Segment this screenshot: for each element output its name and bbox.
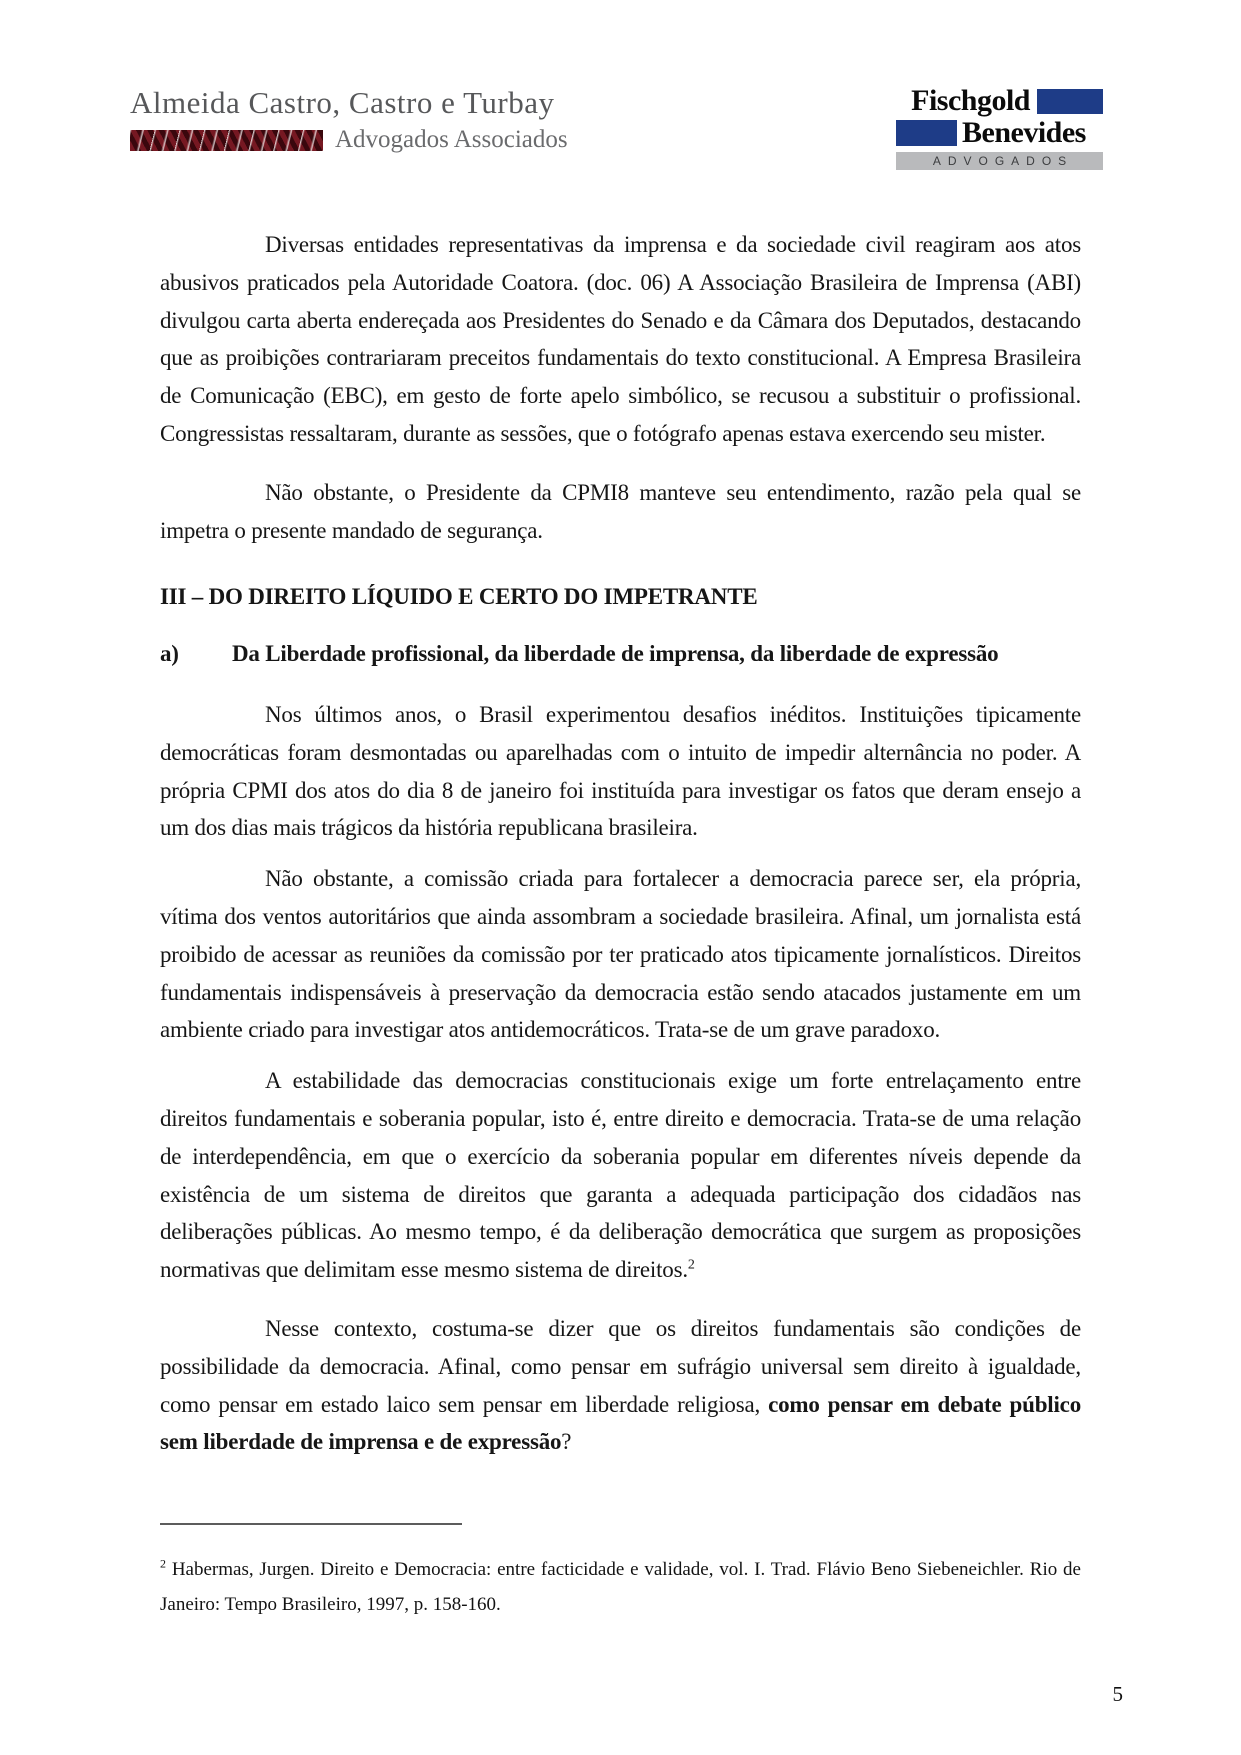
page-number: 5 <box>1112 1682 1123 1706</box>
subsection-heading-liberdade <box>160 635 1081 673</box>
document-body <box>0 226 1241 1461</box>
subsection-title: Da Liberdade profissional, da liberdade de imprensa, da liberdade de expressão <box>232 641 999 667</box>
right-firm-subtitle: ADVOGADOS <box>932 154 1074 168</box>
paragraph-text: A estabilidade das democracias constitucionais exige um forte entrelaçamento entre direitos fundamentais e soberania popular, isto é, entre direito e democracia. Trata-se de uma relação de interdependência, em que o exercício da soberania popular em diferentes níveis depende da existência de um sistema de direitos que garanta a adequada participação dos cidadãos nas deliberações públicas. Ao mesmo tempo, é da deliberação democrática que surgem as proposições normativas que delimitam esse mesmo sistema de direitos. <box>160 1068 1081 1283</box>
right-firm-name-bottom: Benevides <box>962 116 1086 149</box>
right-firm-row-top <box>896 86 1103 116</box>
right-firm-row-bottom <box>896 118 1103 148</box>
paragraph-mandado-seguranca: Não obstante, o Presidente da CPMI8 manteve seu entendimento, razão pela qual se impetra o presente mandado de segurança. <box>160 479 1081 543</box>
blue-rectangle-icon <box>896 120 957 146</box>
left-firm-name: Almeida Castro, Castro e Turbay <box>130 85 555 120</box>
footnote-separator-line <box>160 1523 462 1525</box>
paragraph-suffix: ? <box>561 1429 572 1455</box>
page-header <box>0 0 1241 170</box>
right-firm-subtitle-bar <box>896 152 1103 170</box>
paragraph-estabilidade-democracias <box>160 1062 1081 1289</box>
blue-rectangle-icon <box>1037 89 1103 114</box>
left-firm-subtitle: Advogados Associados <box>335 126 568 154</box>
footnote-ref: 2 <box>687 1257 695 1273</box>
right-firm-logo <box>896 86 1103 170</box>
left-firm-logo <box>130 86 568 154</box>
subsection-marker: a) <box>160 641 179 667</box>
marble-bar-graphic <box>130 130 323 151</box>
paragraph-desafios-ineditos: Nos últimos anos, o Brasil experimentou desafios inéditos. Instituições tipicamente democráticas foram desmontadas ou aparelhadas com o intuito de impedir alternância no poder. A própria CPMI dos atos do dia 8 de janeiro foi instituída para investigar os fatos que deram ensejo a um dos dias mais trágicos da história republicana brasileira. <box>160 701 1081 841</box>
section-heading-direito-liquido: III – DO DIREITO LÍQUIDO E CERTO DO IMPETRANTE <box>160 584 758 610</box>
right-firm-name-top: Fischgold <box>911 84 1030 117</box>
footnote-marker: 2 <box>160 1556 166 1571</box>
paragraph-bold-text: como pensar em debate público sem liberdade de imprensa e de expressão <box>160 1391 1081 1455</box>
paragraph-condicoes-democracia <box>160 1310 1081 1461</box>
paragraph-grave-paradoxo: Não obstante, a comissão criada para fortalecer a democracia parece ser, ela própria, vítima dos ventos autoritários que ainda assombram a sociedade brasileira. Afinal, um jornalista está proibido de acessar as reuniões da comissão por ter praticado atos tipicamente jornalísticos. Direitos fundamentais indispensáveis à preservação da democracia estão sendo atacados justamente em um ambiente criado para investigar atos antidemocráticos. Trata-se de um grave paradoxo. <box>160 866 1081 1043</box>
paragraph-text: Nesse contexto, costuma-se dizer que os direitos fundamentais são condições de possibilidade da democracia. Afinal, como pensar em sufrágio universal sem direito à igualdade, como pensar em estado laico sem pensar em liberdade religiosa, <box>160 1315 1081 1417</box>
left-firm-subtitle-row <box>130 126 568 154</box>
paragraph-press-reaction: Diversas entidades representativas da imprensa e da sociedade civil reagiram aos atos abusivos praticados pela Autoridade Coatora. (doc. 06) A Associação Brasileira de Imprensa (ABI) divulgou carta aberta endereçada aos Presidentes do Senado e da Câmara dos Deputados, destacando que as proibições contrariaram preceitos fundamentais do texto constitucional. A Empresa Brasileira de Comunicação (EBC), em gesto de forte apelo simbólico, se recusou a substituir o profissional. Congressistas ressaltaram, durante as sessões, que o fotógrafo apenas estava exercendo seu mister. <box>160 232 1081 446</box>
footnote <box>160 1553 1081 1622</box>
footnote-text: Habermas, Jurgen. Direito e Democracia: entre facticidade e validade, vol. I. Trad. Flávio Beno Siebeneichler. Rio de Janeiro: Tempo Brasileiro, 1997, p. 158-160. <box>160 1559 1081 1615</box>
